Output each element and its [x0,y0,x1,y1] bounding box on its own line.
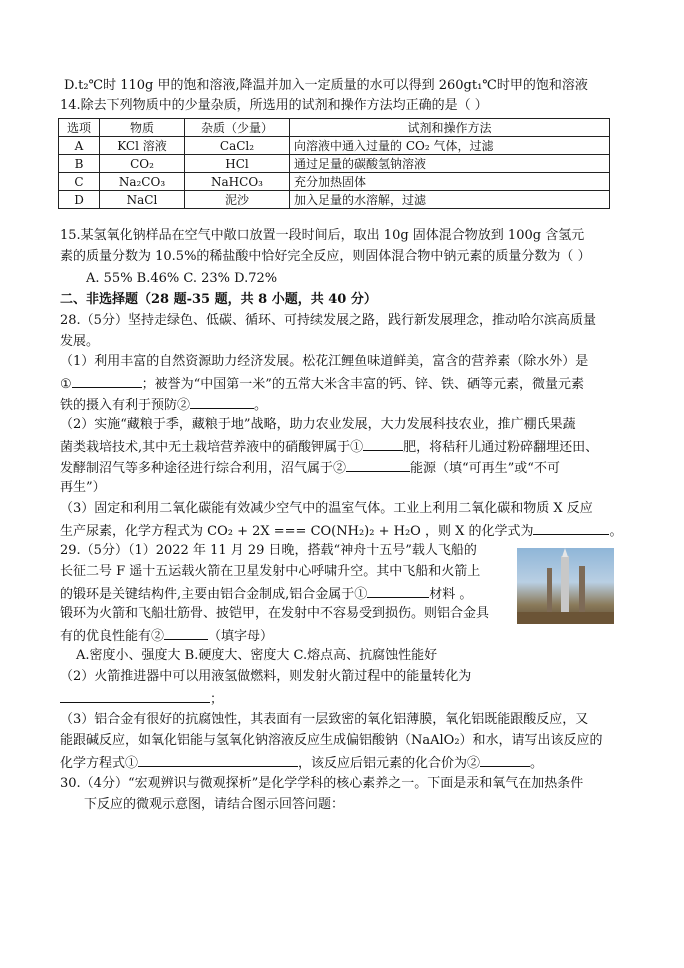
header-impurity: 杂质（少量） [185,119,290,137]
q29-line5 [60,627,273,645]
punctuation: 。 [609,524,623,539]
q28-part2-line3 [60,459,560,477]
q29-text: （填字母） [208,629,274,644]
q29-text: 的锻环是关键结构件,主要由铝合金制成,铝合金属于① [60,587,368,602]
q28-part2-text: 肥，将秸秆儿通过粉碎翻埋还田、 [403,440,599,455]
table-row [59,155,610,173]
q15-line2: 素的质量分数为 10.5%的稀盐酸中恰好完全反应，则固体混合物中钠元素的质量分数为（ ） [60,249,591,264]
q30-line2: 下反应的微观示意图，请结合图示回答问题： [84,797,345,812]
q30-line1: 30.（4分）“宏观辨识与微观探析”是化学学科的核心素养之一。下面是汞和氧气在加热条件 [60,776,584,791]
q28-intro-line2: 发展。 [60,334,100,349]
q28-part3-text: 生产尿素，化学方程式为 CO₂ + 2X === CO(NH₂)₂ + H₂O ，则 X 的化学式为 [60,524,534,539]
q28-part1-text: 铁的摄入有利于预防② [60,398,191,413]
q29-part3-line2: 能跟碱反应，如氧化铝能与氢氧化钠溶液反应生成偏铝酸钠（NaAlO₂）和水，请写出该反应的 [60,733,603,748]
q15-options: A. 55% B.46% C. 23% D.72% [86,271,278,286]
q29-text: ，该反应后铝元素的化合价为② [298,756,481,771]
q14-table [58,118,610,209]
q29-part3-line3 [60,754,543,772]
row-substance: NaCl [100,191,185,209]
answer-blank[interactable] [533,522,609,535]
q13-option-d: D.t₂℃时 110g 甲的饱和溶液,降温并加入一定质量的水可以得到 260gt₁℃时甲的饱和溶液 [64,78,588,93]
q28-intro-line1: 28.（5分）坚持走绿色、低碳、循环、可持续发展之路，践行新发展理念，推动哈尔滨高质量 [60,313,596,328]
q29-part3-line1: （3）铝合金有很好的抗腐蚀性，其表面有一层致密的氧化铝薄膜，氧化铝既能跟酸反应，又 [60,712,589,727]
rocket-tip [562,548,568,557]
answer-blank[interactable] [190,396,254,409]
q28-part2-line4: 再生”） [60,480,106,495]
answer-blank[interactable] [60,690,210,703]
launch-ground [517,612,614,624]
row-substance: Na₂CO₃ [100,173,185,191]
q28-part2-line2 [60,438,598,456]
q28-part2-line1: （2）实施“藏粮于季，藏粮于地”战略，助力农业发展，大力发展科技农业，推广棚氏果蔬 [60,417,576,432]
table-header-row [59,119,610,137]
q29-part2-line1: （2）火箭推进器中可以用液氢做燃料，则发射火箭过程中的能量转化为 [60,669,472,684]
circle-mark: ① [60,377,72,392]
row-impurity: HCl [185,155,290,173]
punctuation: 。 [254,398,268,413]
header-option: 选项 [59,119,100,137]
q29-line1: 29.（5分）（1）2022 年 11 月 29 日晚，搭载“神舟十五号”载人飞船的 [60,543,477,558]
row-method: 向溶液中通入过量的 CO₂ 气体，过滤 [290,137,610,155]
header-method: 试剂和操作方法 [290,119,610,137]
row-impurity: NaHCO₃ [185,173,290,191]
q28-part2-text: 发酵制沼气等多种途径进行综合利用，沼气属于② [60,461,347,476]
q29-line4: 锻环为火箭和飞船壮筋骨、披铠甲，在发射中不容易受到损伤。则铝合金具 [60,606,490,621]
rocket-launch-photo [517,548,614,624]
punctuation: ； [210,692,224,707]
q29-text: 有的优良性能有② [60,629,165,644]
answer-blank[interactable] [480,754,530,767]
q28-part2-text: 能源（填“可再生”或“不可 [410,461,560,476]
q29-text: 材料 。 [429,587,473,602]
q29-line2: 长征二号 F 遥十五运载火箭在卫星发射中心呼啸升空。其中飞船和火箭上 [60,564,481,579]
q28-part1-text: ；被誉为“中国第一米”的五常大米含丰富的钙、锌、铁、硒等元素，微量元素 [141,377,584,392]
header-substance: 物质 [100,119,185,137]
q29-line3 [60,585,472,603]
answer-blank[interactable] [367,585,429,598]
answer-blank[interactable] [72,375,142,388]
q28-part1-line3 [60,396,267,414]
answer-blank[interactable] [346,459,410,472]
table-row [59,137,610,155]
punctuation: 。 [530,756,544,771]
row-option: A [59,137,100,155]
answer-blank[interactable] [363,438,403,451]
row-method: 加入足量的水溶解，过滤 [290,191,610,209]
row-substance: KCl 溶液 [100,137,185,155]
row-option: D [59,191,100,209]
q29-options: A.密度小、强度大 B.硬度大、密度大 C.熔点高、抗腐蚀性能好 [76,648,438,663]
q29-text: 化学方程式① [60,756,139,771]
row-substance: CO₂ [100,155,185,173]
row-method: 充分加热固体 [290,173,610,191]
q29-part2-line2 [60,690,223,708]
row-method: 通过足量的碳酸氢钠溶液 [290,155,610,173]
q15-line1: 15.某氢氧化钠样品在空气中敞口放置一段时间后，取出 10g 固体混合物放到 100g 含氢元 [60,228,585,243]
answer-blank[interactable] [138,754,298,767]
row-impurity: CaCl₂ [185,137,290,155]
row-impurity: 泥沙 [185,191,290,209]
table-row [59,191,610,209]
q28-part3-line2 [60,522,623,540]
row-option: B [59,155,100,173]
answer-blank[interactable] [164,627,208,640]
q28-part1-line2 [60,375,584,393]
q28-part2-text: 菌类栽培技术,其中无土栽培营养液中的硝酸钾属于① [60,440,364,455]
q28-part3-line1: （3）固定和利用二氧化碳能有效减少空气中的温室气体。工业上利用二氧化碳和物质 X 反应 [60,501,593,516]
table-row [59,173,610,191]
q14-stem: 14.除去下列物质中的少量杂质，所选用的试剂和操作方法均正确的是（ ） [60,98,488,113]
q28-part1-line1: （1）利用丰富的自然资源助力经济发展。松花江鲤鱼味道鲜美，富含的营养素（除水外）是 [60,354,589,369]
row-option: C [59,173,100,191]
section-title: 二、非选择题（28 题-35 题，共 8 小题，共 40 分） [60,292,377,307]
